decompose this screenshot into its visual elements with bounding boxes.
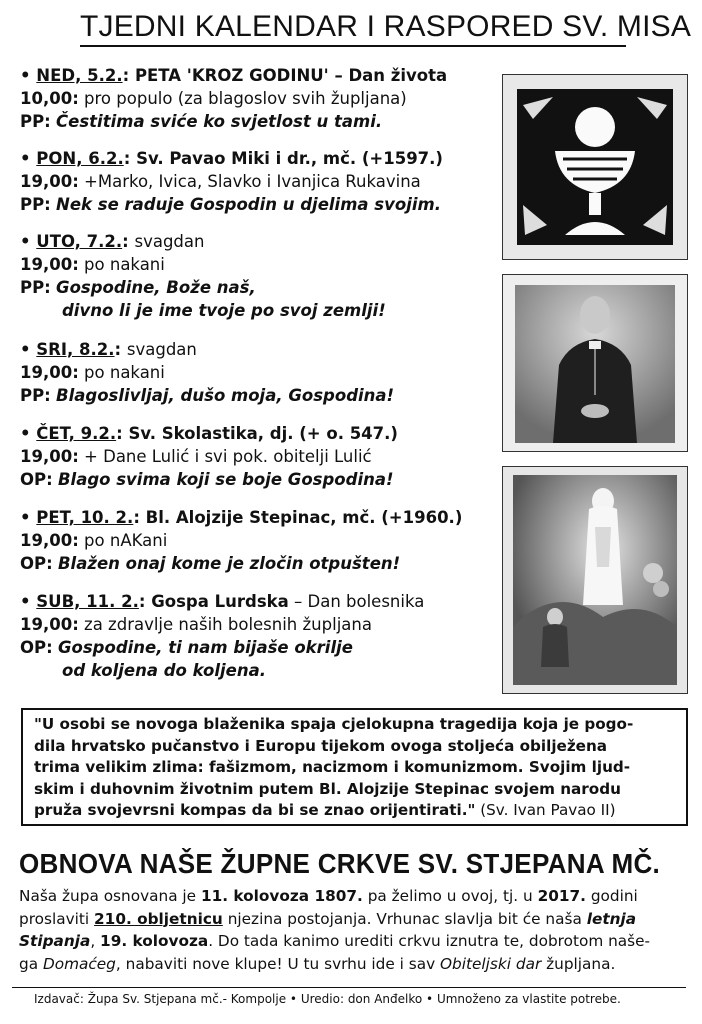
mass-intention: po nakani [78, 363, 165, 382]
day-date: SRI, 8.2. [36, 340, 115, 359]
text-span: godini [585, 887, 638, 905]
day-date: PON, 6.2. [36, 149, 124, 168]
stepinac-portrait [503, 275, 687, 451]
copies-note: Umnoženo za vlastite potrebe. [436, 992, 621, 1006]
psalm-text: Blagoslivljaj, dušo moja, Gospodina! [56, 386, 395, 405]
day-title-extra: – Dan bolesnika [288, 592, 425, 611]
family-gift: Obiteljski dar [440, 954, 542, 973]
day-entry-friday: • PET, 10. 2.: Bl. Alojzije Stepinac, mč. (+1960.) 19,00: po nAKani OP: Blažen onaj kome je zločin otpušten! [20, 508, 463, 573]
day-entry-tuesday: • UTO, 7.2.: svagdan 19,00: po nakani PP: Gospodine, Bože naš, divno li je ime tvoje po svoj zemlji! [20, 232, 386, 320]
day-date: SUB, 11. 2. [36, 592, 139, 611]
feast-date: 19. kolovoza [100, 932, 209, 950]
psalm-text-continued: divno li je ime tvoje po svoj zemlji! [62, 301, 386, 320]
mass-intention: +Marko, Ivica, Slavko i Ivanjica Rukavina [78, 172, 421, 191]
mass-time: 19,00: [20, 531, 79, 550]
stepinac-portrait-image [502, 274, 688, 452]
text-span: župljana. [541, 954, 616, 973]
day-entry-saturday: • SUB, 11. 2.: Gospa Lurdska – Dan bolesnika 19,00: za zdravlje naših bolesnih župljana OP: Gospodine, ti nam bijaše okrilje od koljena do koljena. [20, 592, 425, 680]
mass-intention: + Dane Lulić i svi pok. obitelji Lulić [78, 447, 372, 466]
mass-intention: za zdravlje naših bolesnih župljana [78, 615, 372, 634]
day-date: PET, 10. 2. [36, 508, 134, 527]
day-title: Sv. Pavao Miki i dr., mč. (+1597.) [136, 149, 443, 168]
psalm-text: Nek se raduje Gospodin u djelima svojim. [56, 195, 441, 214]
day-title: Gospa Lurdska [151, 592, 289, 611]
mass-intention: pro populo (za blagoslov svih župljana) [78, 89, 407, 108]
mass-time: 10,00: [20, 89, 79, 108]
lourdes-apparition-image [502, 466, 688, 694]
psalm-text-continued: od koljena do koljena. [62, 661, 267, 680]
text-span: njezina postojanja. Vrhunac slavlja bit će naša [222, 909, 587, 928]
year: 2017. [537, 887, 586, 905]
publisher: Izdavač: Župa Sv. Stjepana mč.- Kompolje [34, 992, 287, 1006]
editor: Uredio: don Anđelko [300, 992, 423, 1006]
quote-line: pruža svojevrsni kompas da bi se znao orijentirati." [34, 801, 476, 819]
psalm-text: Gospodine, ti nam bijaše okrilje [57, 638, 353, 657]
psalm-label: PP: [20, 112, 51, 131]
text-span: , [90, 932, 101, 950]
text-span: ga [19, 954, 43, 973]
psalm-text: Blažen onaj kome je zločin otpušten! [57, 554, 401, 573]
quote-author: (Sv. Ivan Pavao II) [475, 801, 616, 819]
quote-line: dila hrvatsko pučanstvo i Europu tijekom ovoga stoljeća obilježena [34, 736, 608, 755]
day-title: Sv. Skolastika, dj. (+ o. 547.) [128, 424, 398, 443]
quote-line: skim i duhovnim životnim putem Bl. Alojzije Stepinac svojem narodu [34, 779, 621, 798]
text-span: . Do tada kanimo urediti crkvu iznutra te, dobrotom naše- [208, 932, 651, 950]
psalm-label: OP: [20, 638, 53, 657]
day-date: UTO, 7.2. [36, 232, 123, 251]
chalice-host-icon [503, 75, 687, 259]
text-span: proslaviti [19, 909, 95, 928]
day-title: svagdan [134, 232, 205, 251]
mass-intention: po nakani [78, 255, 165, 274]
lourdes-apparition [503, 467, 687, 693]
psalm-text: Blago svima koji se boje Gospodina! [57, 470, 394, 489]
day-title: svagdan [126, 340, 197, 359]
psalm-text: Gospodine, Bože naš, [56, 278, 256, 297]
day-date: NED, 5.2. [36, 66, 123, 85]
footer: Izdavač: Župa Sv. Stjepana mč.- Kompolje • Uredio: don Anđelko • Umnoženo za vlastite potrebe. [34, 992, 621, 1006]
psalm-label: PP: [20, 278, 51, 297]
mass-time: 19,00: [20, 447, 79, 466]
feast-name: Stipanja [19, 932, 91, 950]
text-span: pa želimo u ovoj, tj. u [362, 887, 538, 905]
mass-time: 19,00: [20, 363, 79, 382]
renovation-paragraph [19, 885, 683, 975]
feast-name: letnja [586, 909, 637, 928]
domaceg: Domaćeg [42, 954, 116, 973]
day-entry-monday: • PON, 6.2.: Sv. Pavao Miki i dr., mč. (+1597.) 19,00: +Marko, Ivica, Slavko i Ivanjica Rukavina PP: Nek se raduje Gospodin u djelima svojim. [20, 149, 443, 214]
text-span: Naša župa osnovana je [19, 887, 201, 905]
renovation-heading: OBNOVA NAŠE ŽUPNE CRKVE SV. STJEPANA MČ. [19, 848, 661, 879]
page-title: TJEDNI KALENDAR I RASPORED SV. MISA [80, 10, 626, 47]
day-entry-sunday: • NED, 5.2.: PETA 'KROZ GODINU' – Dan života 10,00: pro populo (za blagoslov svih župljana) PP: Čestitima sviće ko svjetlost u tami. [20, 66, 448, 131]
day-date: ČET, 9.2. [36, 424, 117, 443]
day-title: Bl. Alojzije Stepinac, mč. (+1960.) [145, 508, 463, 527]
day-title: PETA 'KROZ GODINU' – Dan života [134, 66, 448, 85]
psalm-text: Čestitima sviće ko svjetlost u tami. [56, 112, 383, 131]
anniversary: 210. obljetnicu [94, 909, 223, 928]
day-entry-wednesday: • SRI, 8.2.: svagdan 19,00: po nakani PP: Blagoslivljaj, dušo moja, Gospodina! [20, 340, 395, 405]
quote-line: "U osobi se novoga blaženika spaja cjelokupna tragedija koja je pogo- [34, 715, 634, 733]
psalm-label: OP: [20, 470, 53, 489]
founding-date: 11. kolovoza 1807. [200, 887, 363, 905]
text-span: , nabaviti nove klupe! U tu svrhu ide i sav [115, 954, 441, 973]
mass-time: 19,00: [20, 615, 79, 634]
pope-quote-box [21, 708, 688, 826]
footer-divider [12, 987, 686, 988]
chalice-host-image [502, 74, 688, 260]
mass-intention: po nAKani [78, 531, 168, 550]
psalm-label: OP: [20, 554, 53, 573]
day-entry-thursday: • ČET, 9.2.: Sv. Skolastika, dj. (+ o. 547.) 19,00: + Dane Lulić i svi pok. obitelji Lulić OP: Blago svima koji se boje Gospodina! [20, 424, 398, 489]
psalm-label: PP: [20, 195, 51, 214]
mass-time: 19,00: [20, 172, 79, 191]
quote-line: trima velikim zlima: fašizmom, nacizmom i komunizmom. Svojim ljud- [34, 758, 631, 776]
mass-time: 19,00: [20, 255, 79, 274]
psalm-label: PP: [20, 386, 51, 405]
